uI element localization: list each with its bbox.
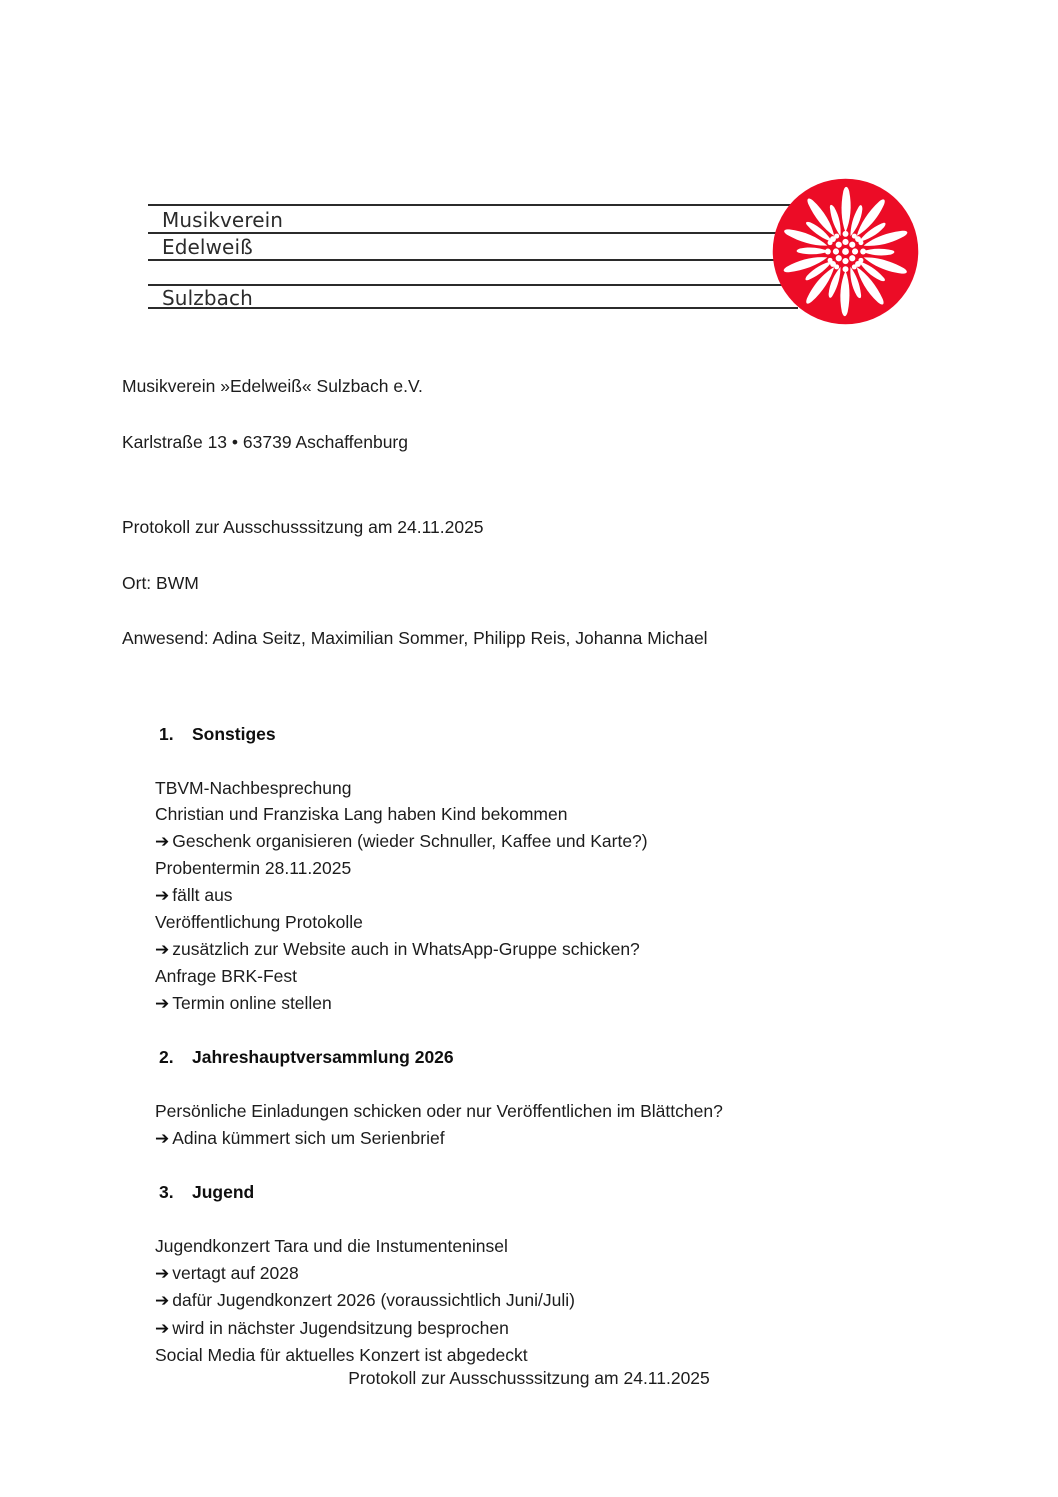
- letterhead: [0, 170, 1058, 335]
- arrow-icon: ➔: [155, 1291, 170, 1311]
- section-title-3: Jugend: [192, 1182, 255, 1202]
- content-line-action: ➔ Termin online stellen: [155, 990, 942, 1018]
- section-content-1: [155, 775, 942, 1018]
- meeting-location: Ort: BWM: [122, 572, 199, 593]
- section-content-3: [155, 1233, 942, 1369]
- content-line: Probentermin 28.11.2025: [155, 858, 352, 878]
- arrow-icon: ➔: [155, 1263, 170, 1284]
- arrow-icon: ➔: [155, 885, 170, 906]
- content-line-action: ➔ zusätzlich zur Website auch in WhatsApp-Gruppe schicken?: [155, 936, 942, 964]
- arrow-icon: ➔: [155, 939, 170, 960]
- staff-line-3: [148, 259, 798, 261]
- document-body: [122, 378, 942, 1369]
- edelweiss-flower-icon: [772, 178, 919, 325]
- content-line: Veröffentlichung Protokolle: [155, 912, 363, 932]
- arrow-icon: ➔: [155, 831, 170, 852]
- page-footer: Protokoll zur Ausschusssitzung am 24.11.2025: [348, 1368, 710, 1388]
- content-line: Social Media für aktuelles Konzert ist abgedeckt: [155, 1345, 528, 1365]
- content-line: TBVM-Nachbesprechung: [155, 777, 352, 798]
- content-line-action: ➔ vertagt auf 2028: [155, 1260, 942, 1288]
- content-line-action: ➔ wird in nächster Jugendsitzung besprochen: [155, 1315, 942, 1343]
- letterhead-word-edelweiss: Edelweiß: [162, 235, 253, 259]
- content-line: Persönliche Einladungen schicken oder nur Veröffentlichen im Blättchen?: [155, 1101, 723, 1121]
- arrow-icon: ➔: [155, 1318, 170, 1339]
- section-heading-2: [159, 1047, 942, 1068]
- meeting-attendees: Anwesend: Adina Seitz, Maximilian Sommer, Philipp Reis, Johanna Michael: [122, 628, 708, 648]
- staff-line-2: [148, 232, 798, 234]
- content-line: Jugendkonzert Tara und die Instumenteninsel: [155, 1236, 508, 1256]
- letterhead-word-musikverein: Musikverein: [162, 208, 284, 232]
- section-content-2: [155, 1098, 942, 1152]
- content-line-action: ➔ Adina kümmert sich um Serienbrief: [155, 1125, 942, 1153]
- section-title-1: Sonstiges: [192, 723, 276, 744]
- organization-name: Musikverein »Edelweiß« Sulzbach e.V.: [122, 376, 423, 396]
- arrow-icon: ➔: [155, 993, 170, 1014]
- section-number-1: 1.: [159, 723, 174, 744]
- section-number-3: 3.: [159, 1182, 174, 1202]
- section-heading-3: [159, 1182, 942, 1203]
- content-line: Anfrage BRK-Fest: [155, 966, 297, 986]
- section-heading-1: [159, 724, 942, 745]
- letterhead-word-sulzbach: Sulzbach: [162, 286, 253, 310]
- organization-address: Karlstraße 13 • 63739 Aschaffenburg: [122, 431, 408, 452]
- staff-line-1: [148, 204, 798, 206]
- content-line-action: ➔ dafür Jugendkonzert 2026 (voraussichtlich Juni/Juli): [155, 1287, 942, 1315]
- content-line-action: ➔ fällt aus: [155, 882, 942, 910]
- section-title-2: Jahreshauptversammlung 2026: [192, 1047, 454, 1067]
- content-line: Christian und Franziska Lang haben Kind bekommen: [155, 804, 568, 824]
- arrow-icon: ➔: [155, 1128, 170, 1149]
- content-line-action: ➔ Geschenk organisieren (wieder Schnuller, Kaffee und Karte?): [155, 828, 942, 856]
- page-title: Protokoll zur Ausschusssitzung am 24.11.2025: [122, 517, 484, 537]
- section-number-2: 2.: [159, 1047, 174, 1067]
